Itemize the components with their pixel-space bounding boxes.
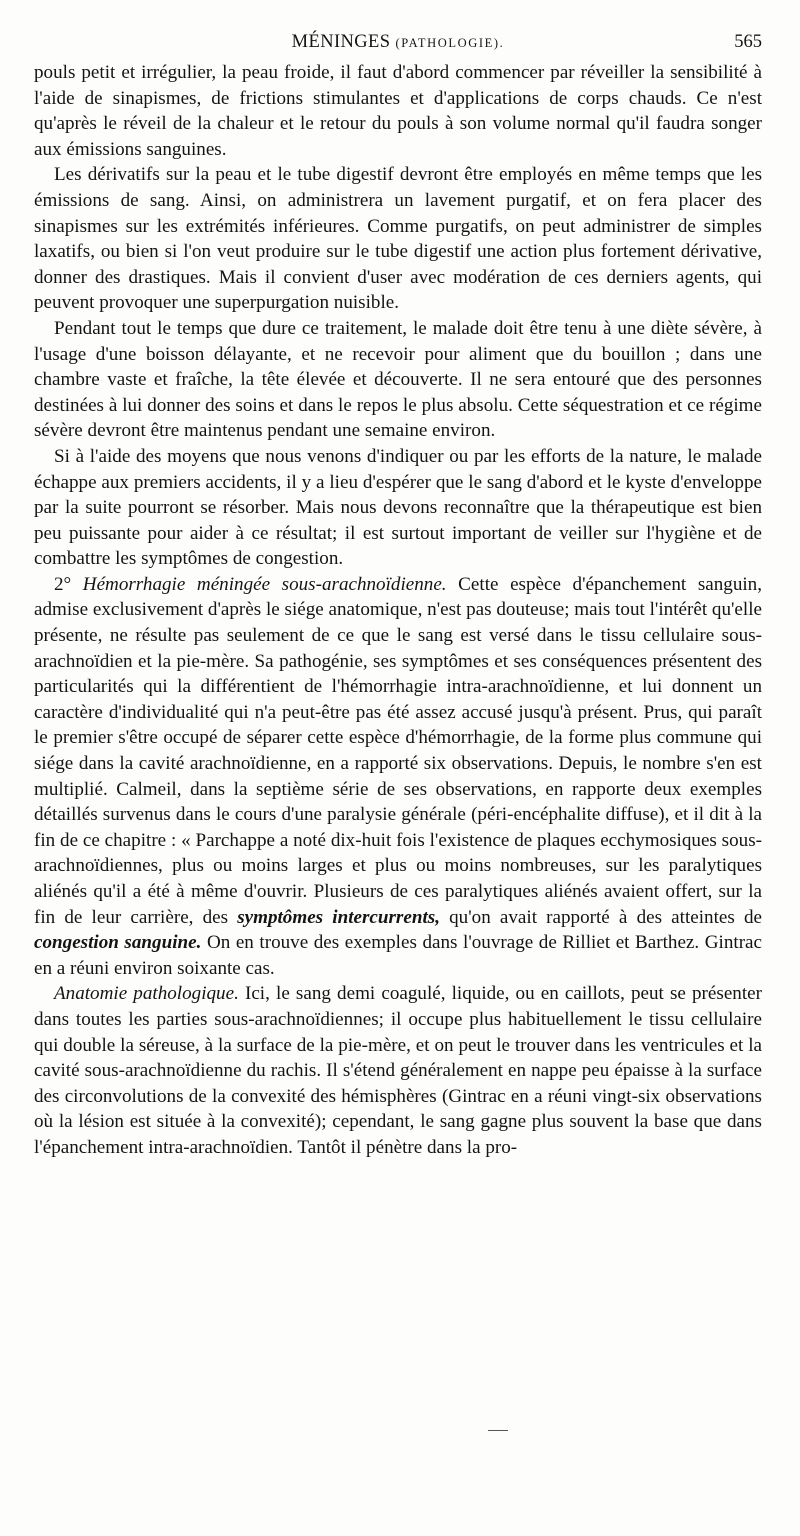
running-title	[34, 32, 762, 53]
text-run: Ici, le sang demi coagulé, liquide, ou en caillots, peut se présenter dans toutes les parties sous-arachnoïdiennes; il occupe plus habituellement le tissu cellulaire qui double la séreuse, à la surface de la pie-mère, et on peut le trouver dans les ventricules et la cavité sous-arachnoïdienne du rachis. Il s'étend généralement en nappe peu épaisse à la surface des circonvolutions de la convexité des hémisphères (Gintrac en a réuni vingt-six observations où la lésion est située à la convexité); cependant, le sang gagne plus souvent la base que dans l'épanchement intra-arachnoïdien. Tantôt il pénètre dans la pro-	[34, 983, 762, 1158]
running-header	[34, 30, 762, 58]
text-run: Pendant tout le temps que dure ce traitement, le malade doit être tenu à une diète sévère, à l'usage d'une boisson délayante, et ne recevoir pour aliment que du bouillon ; dans une chambre vaste et fraîche, la tête élevée et découverte. Il ne sera entouré que des personnes destinées à lui donner des soins et dans le repos le plus absolu. Cette séquestration et ce régime sévère devront être maintenus pendant une semaine environ.	[34, 317, 762, 442]
paragraph	[34, 60, 762, 162]
running-title-sub: (PATHOLOGIE).	[395, 36, 505, 50]
paragraph	[34, 572, 762, 982]
paragraph	[34, 444, 762, 572]
paragraph	[34, 981, 762, 1160]
body-text	[34, 60, 762, 1161]
text-run: Les dérivatifs sur la peau et le tube digestif devront être employés en même temps que les émissions de sang. Ainsi, on administrera un lavement purgatif, et on fera placer des sinapismes sur les extrémités inférieures. Comme purgatifs, on peut administrer de simples laxatifs, ou bien si l'on veut produire sur le tube digestif une action plus fortement dérivative, donner des drastiques. Mais il convient d'user avec modération de ces derniers agents, qui peuvent provoquer une superpurgation nuisible.	[34, 164, 762, 314]
italic-run: Anatomie pathologique.	[54, 983, 239, 1005]
paragraph	[34, 162, 762, 316]
text-run: qu'on avait rapporté à des atteintes de	[439, 906, 762, 928]
text-run: Si à l'aide des moyens que nous venons d'indiquer ou par les efforts de la nature, le malade échappe aux premiers accidents, il y a lieu d'espérer que le sang d'abord et le kyste d'enveloppe par la suite pourront se résorber. Mais nous devons reconnaître que la thérapeutique est bien peu puissante pour aider à ce résultat; il est surtout important de veiller sur l'hygiène et de combattre les symptômes de congestion.	[34, 445, 762, 570]
text-run: Cette espèce d'épanchement sanguin, admise exclusivement d'après le siége anatomique, n'est pas douteuse; mais tout l'intérêt qu'elle présente, ne résulte pas seulement de ce que le sang est versé dans le tissu cellulaire sous-arachnoïdien et la pie-mère. Sa pathogénie, ses symptômes et ses conséquences présentent des particularités qui la différentient de l'hémorrhagie intra-arachnoïdienne, et lui donnent un caractère d'individualité qui n'a peut-être pas été assez accusé jusqu'à présent. Prus, qui paraît le premier s'être occupé de séparer cette espèce d'hémorrhagie, de la forme plus commune qui siége dans la cavité arachnoïdienne, en a rapporté six observations. Depuis, le nombre s'en est multiplié. Calmeil, dans la septième série de ses observations, en rapporte deux exemples détaillés survenus dans le cours d'une paralysie générale (péri-encéphalite diffuse), et il dit à la fin de ce chapitre : « Parchappe a noté dix-huit fois l'existence de plaques ecchymosiques sous-arachnoïdiennes, plus ou moins larges et plus ou moins nombreuses, sur les paralytiques aliénés qu'il a été à même d'ouvrir. Plusieurs de ces paralytiques aliénés avaient offert, sur la fin de leur carrière, des	[34, 573, 763, 928]
paragraph	[34, 316, 762, 444]
italic-run: Hémorrhagie méningée sous-arachnoïdienne.	[82, 573, 447, 595]
text-run: pouls petit et irrégulier, la peau froide, il faut d'abord commencer par réveiller la sensibilité à l'aide de sinapismes, de frictions stimulantes et d'applications de corps chauds. Ce n'est qu'après le réveil de la chaleur et le retour du pouls à son volume normal qu'il faudra songer aux émissions sanguines.	[34, 62, 762, 160]
text-run: 2°	[54, 573, 83, 595]
page-number: 565	[734, 32, 762, 52]
footer-rule	[488, 1430, 508, 1431]
emphasis-run: symptômes intercurrents,	[237, 906, 440, 928]
emphasis-run: congestion sanguine.	[34, 932, 202, 954]
text-run: On en trouve des exemples dans l'ouvrage de Rilliet et Barthez. Gintrac en a réuni environ soixante cas.	[34, 932, 762, 979]
running-title-main: MÉNINGES	[291, 32, 391, 52]
